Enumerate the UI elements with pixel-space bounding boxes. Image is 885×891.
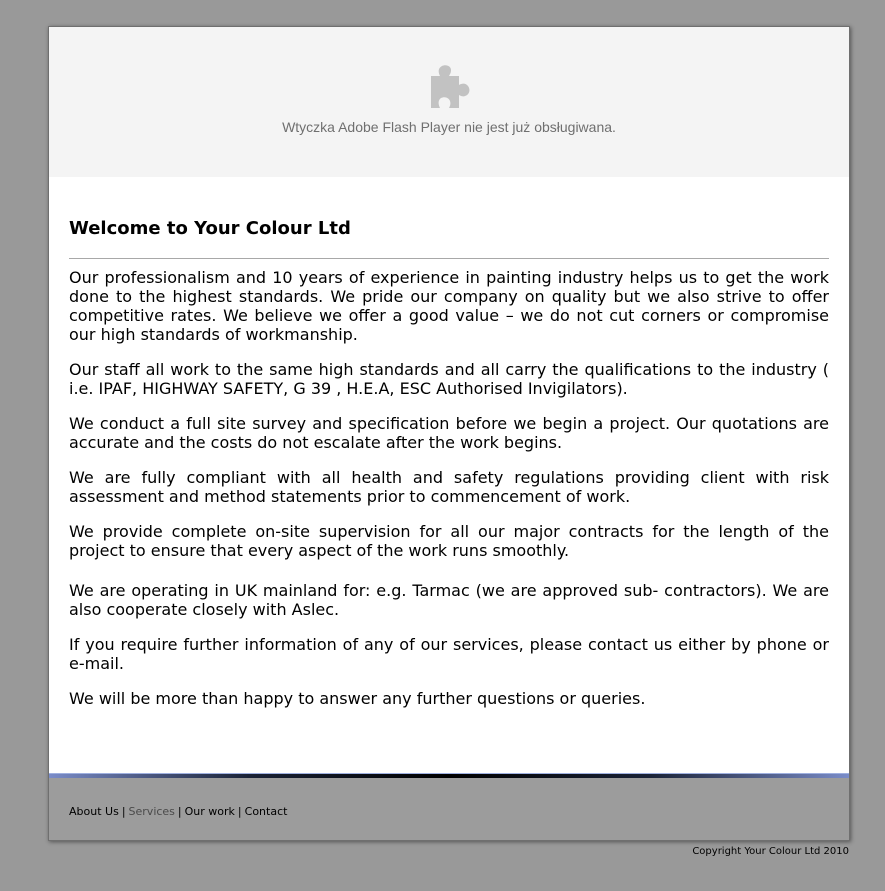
page-container bbox=[48, 26, 850, 841]
flash-unsupported-message: Wtyczka Adobe Flash Player nie jest już obsługiwana. bbox=[282, 119, 616, 135]
paragraph-supervision: We provide complete on-site supervision for all our major contracts for the length of the project to ensure that every aspect of the work runs smoothly. bbox=[69, 522, 829, 560]
puzzle-piece-icon bbox=[425, 64, 473, 110]
paragraph-operating-area: We are operating in UK mainland for: e.g. Tarmac (we are approved sub- contractors). We are also cooperate closely with Aslec. bbox=[69, 581, 829, 619]
footer-link-contact[interactable]: Contact bbox=[244, 805, 288, 818]
paragraph-experience: Our professionalism and 10 years of experience in painting industry helps us to get the work done to the highest standards. We pride our company on quality but we also strive to offer competitive rates. We believe we offer a good value – we do not cut corners or compromise our high standards of workmanship. bbox=[69, 268, 829, 344]
nav-separator: | bbox=[237, 805, 242, 818]
footer-divider-highlight bbox=[49, 773, 849, 774]
paragraph-safety: We are fully compliant with all health and safety regulations providing client with risk assessment and method statements prior to commencement of work. bbox=[69, 468, 829, 506]
main-content bbox=[69, 218, 829, 724]
footer bbox=[49, 778, 849, 840]
footer-link-our-work[interactable]: Our work bbox=[184, 805, 235, 818]
flash-plugin-placeholder[interactable] bbox=[49, 27, 849, 177]
paragraph-survey: We conduct a full site survey and specification before we begin a project. Our quotations are accurate and the costs do not escalate after the work begins. bbox=[69, 414, 829, 452]
title-divider bbox=[69, 258, 829, 259]
paragraph-qualifications: Our staff all work to the same high standards and all carry the qualifications to the industry ( i.e. IPAF, HIGHWAY SAFETY, G 39 , H.E.A, ESC Authorised Invigilators). bbox=[69, 360, 829, 398]
footer-link-services[interactable]: Services bbox=[128, 805, 175, 818]
paragraph-contact: If you require further information of any of our services, please contact us either by phone or e-mail. bbox=[69, 635, 829, 673]
nav-separator: | bbox=[177, 805, 182, 818]
footer-nav bbox=[69, 805, 287, 818]
footer-link-about-us[interactable]: About Us bbox=[69, 805, 119, 818]
paragraph-closing: We will be more than happy to answer any further questions or queries. bbox=[69, 689, 646, 708]
nav-separator: | bbox=[121, 805, 126, 818]
copyright-text: Copyright Your Colour Ltd 2010 bbox=[692, 846, 849, 857]
page-title: Welcome to Your Colour Ltd bbox=[69, 218, 351, 239]
